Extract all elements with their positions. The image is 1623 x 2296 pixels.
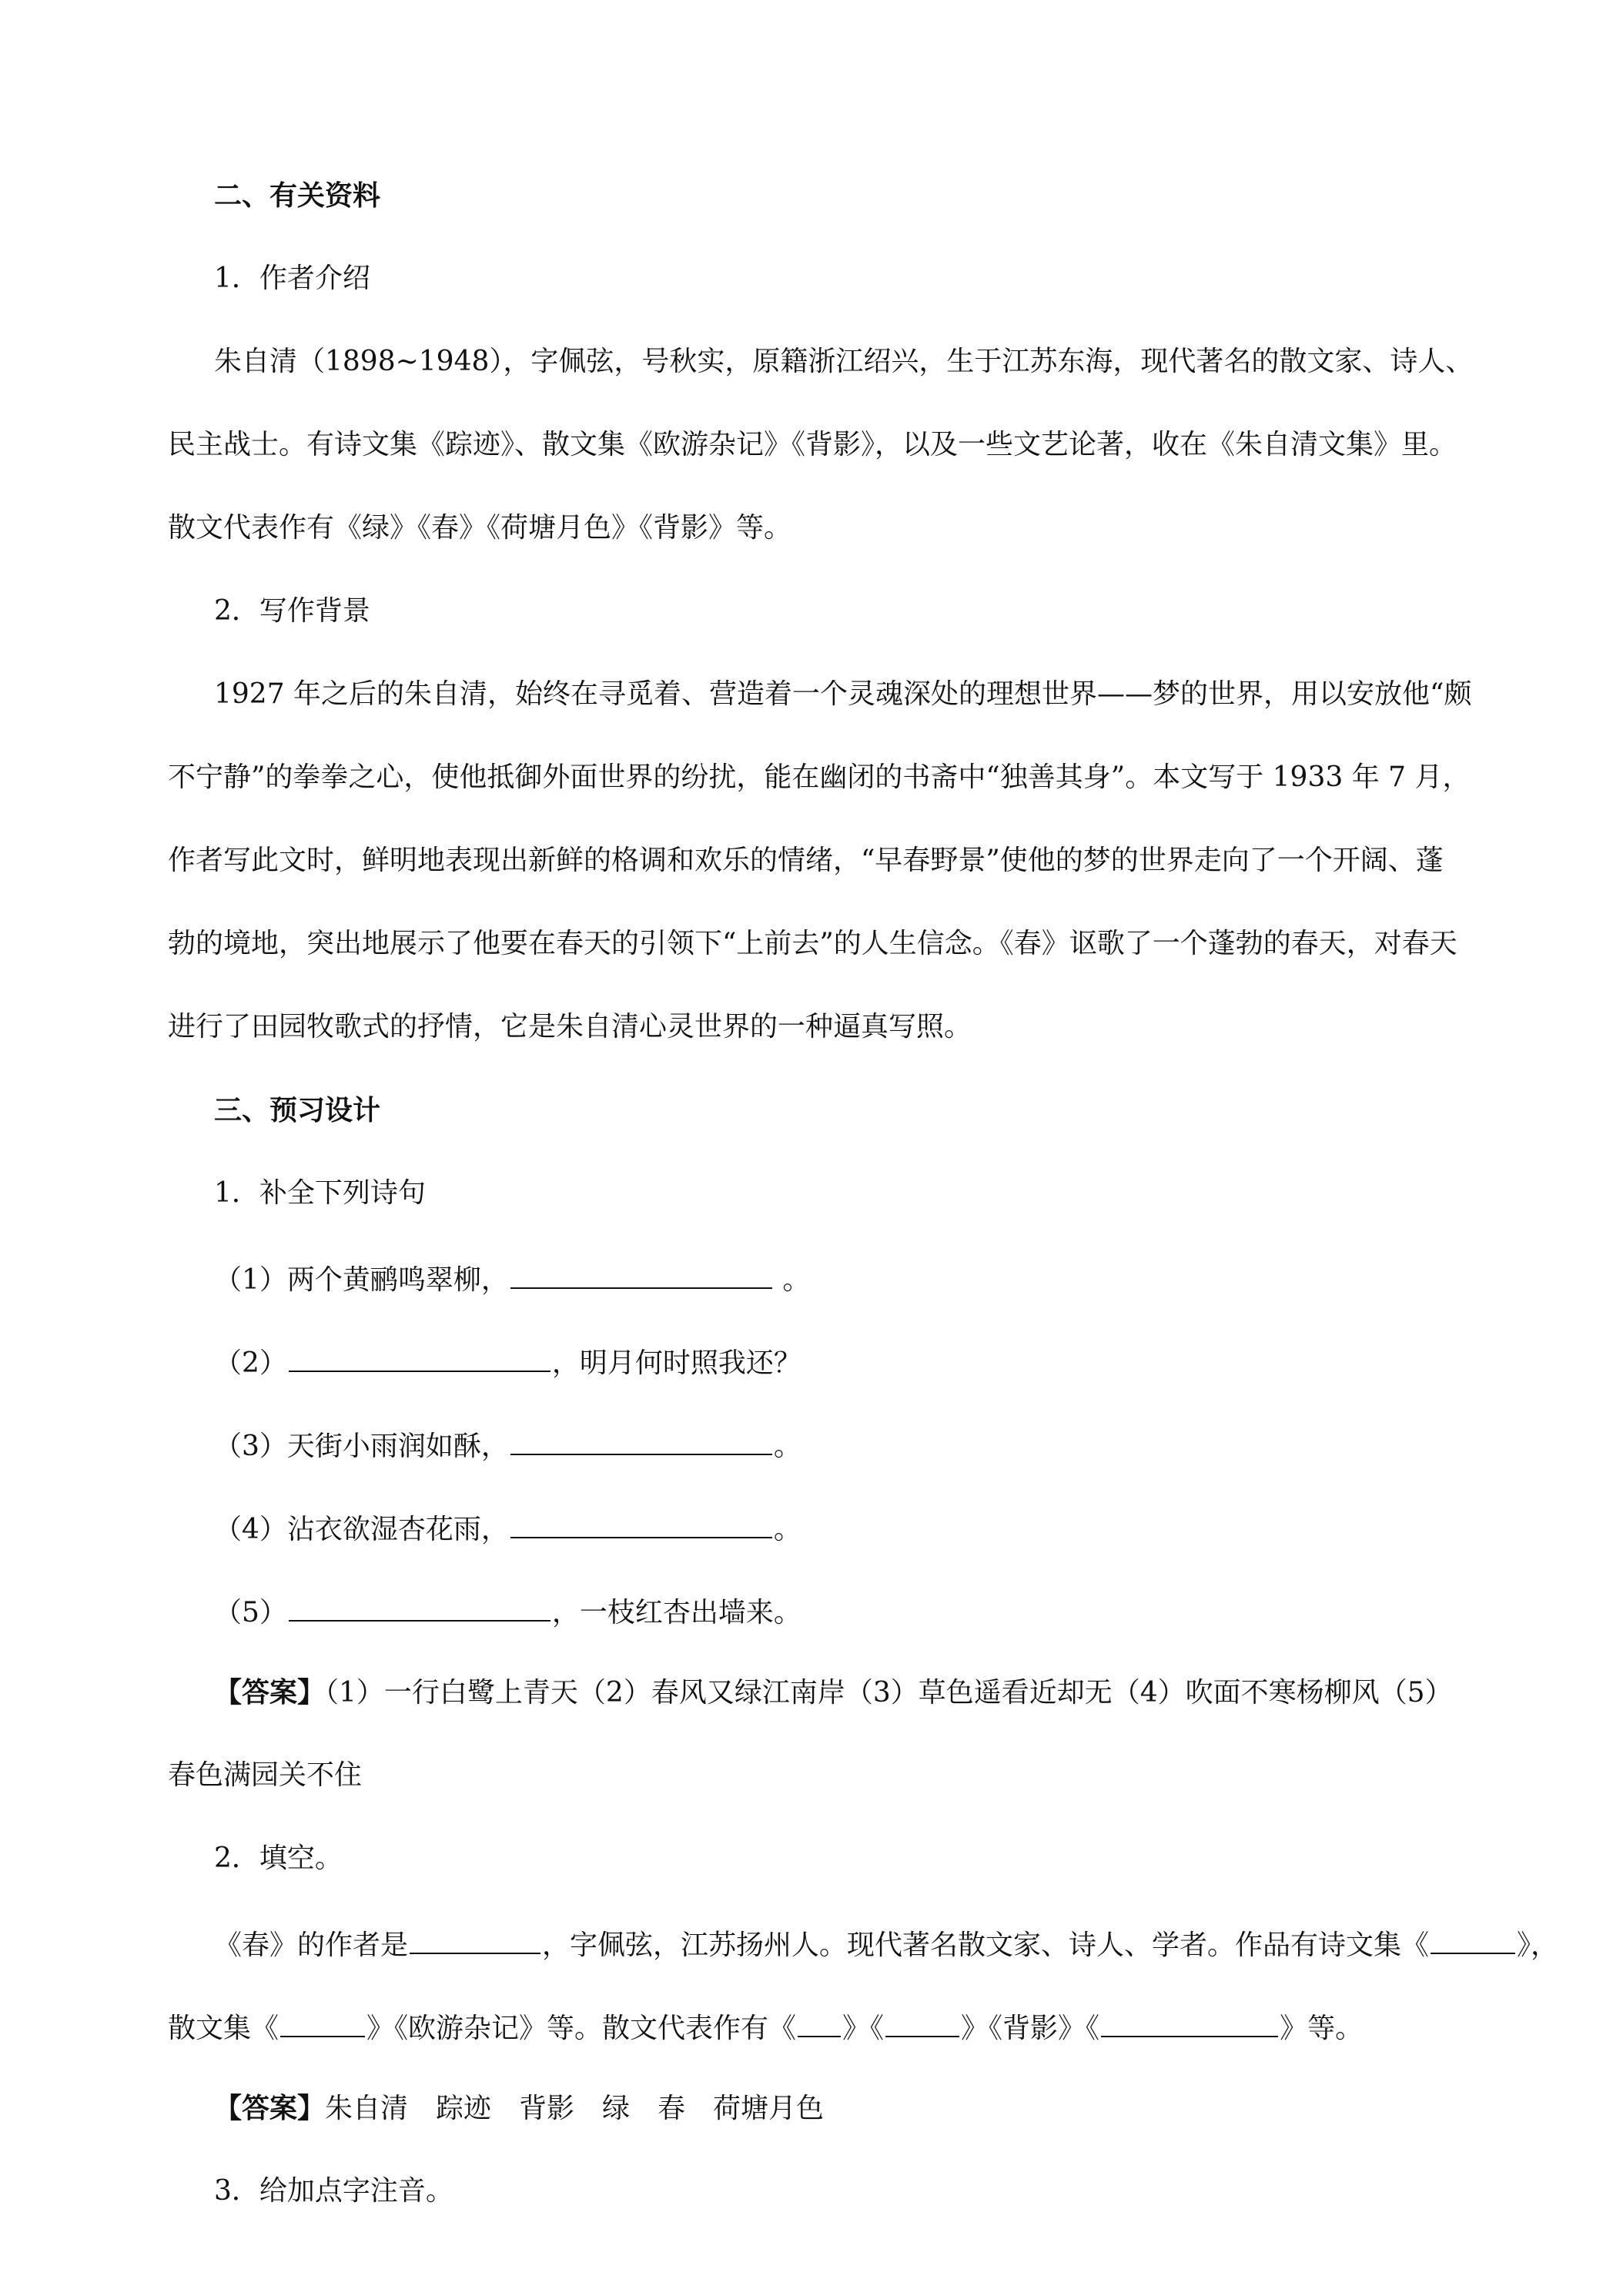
q1-answer-text-1: （1）一行白鹭上青天（2）春风又绿江南岸（3）草色遥看近却无（4）吹面不寒杨柳风（5）: [325, 1677, 1453, 1709]
q1-item-2-post: ，明月何时照我还？: [551, 1347, 801, 1379]
background-line-1: 1927 年之后的朱自清，始终在寻觅着、营造着一个灵魂深处的理想世界——梦的世界，用以安放他“颇: [214, 678, 1472, 710]
q1-item-5: [214, 1592, 1623, 1630]
q2-line-2-text-b: 》《欧游杂记》等。散文代表作有《: [366, 2013, 797, 2044]
q2-answer-label: 【答案】: [214, 2092, 326, 2124]
background-heading: 2．写作背景: [214, 595, 370, 627]
q2-blank-work-2[interactable]: [885, 2008, 959, 2037]
q1-answer-line-2: 春色满园关不住: [168, 1759, 363, 1791]
author-intro-line-1: 朱自清（1898~1948），字佩弦，号秋实，原籍浙江绍兴，生于江苏东海，现代著名的散文家、诗人、: [214, 346, 1474, 377]
q2-line-1-text-b: ，字佩弦，江苏扬州人。现代著名散文家、诗人、学者。作品有诗文集《: [542, 1930, 1430, 1961]
q2-line-1-text-a: 《春》的作者是: [214, 1930, 409, 1961]
q1-answer-label: 【答案】: [214, 1676, 326, 1709]
q2-line-1-text-c: 》，: [1517, 1930, 1559, 1961]
q2-line-2-text-a: 散文集《: [168, 2013, 279, 2044]
q1-item-1-blank[interactable]: [510, 1260, 772, 1289]
q1-item-1: [214, 1260, 1623, 1297]
q2-line-2-text-c: 》《: [842, 2013, 885, 2044]
author-intro-heading: 1．作者介绍: [214, 263, 370, 294]
q2-line-2-text-e: 》等。: [1280, 2013, 1364, 2044]
q2-line-2: [168, 2008, 1623, 2046]
background-line-3: 作者写此文时，鲜明地表现出新鲜的格调和欢乐的情绪，“早春野景”使他的梦的世界走向了一个开阔、蓬: [168, 845, 1444, 876]
q2-blank-poetry-collection[interactable]: [1431, 1925, 1515, 1954]
q3-heading: 3．给加点字注音。: [214, 2175, 453, 2207]
q2-blank-author[interactable]: [410, 1925, 540, 1954]
q1-item-1-pre: （1）两个黄鹂鸣翠柳，: [214, 1264, 509, 1296]
q1-item-2: [214, 1343, 1623, 1381]
q2-blank-work-1[interactable]: [798, 2008, 841, 2037]
q1-item-3: [214, 1426, 1623, 1464]
q1-item-4-pre: （4）沾衣欲湿杏花雨，: [214, 1514, 509, 1545]
q2-blank-work-3[interactable]: [1101, 2008, 1278, 2037]
q2-line-1: [214, 1925, 1623, 1963]
background-line-2: 不宁静”的拳拳之心，使他抵御外面世界的纷扰，能在幽闭的书斋中“独善其身”。本文写于 1933 年 7 月，: [168, 761, 1471, 793]
section-2-heading: 二、有关资料: [214, 179, 381, 212]
q1-item-4-post: 。: [773, 1514, 801, 1545]
q1-item-1-post: 。: [773, 1264, 811, 1296]
q1-item-3-blank[interactable]: [510, 1426, 772, 1455]
q1-answer-line-1: [214, 1675, 1623, 1710]
section-3-heading: 三、预习设计: [214, 1094, 381, 1126]
q1-item-2-pre: （2）: [214, 1347, 287, 1379]
q2-answer-text: 朱自清 踪迹 背影 绿 春 荷塘月色: [325, 2093, 825, 2124]
q1-item-2-blank[interactable]: [289, 1343, 550, 1372]
q1-item-3-pre: （3）天街小雨润如酥，: [214, 1431, 509, 1462]
q2-answer-line: [214, 2091, 1623, 2126]
q1-item-5-blank[interactable]: [289, 1592, 550, 1622]
q1-item-4-blank[interactable]: [510, 1509, 772, 1538]
q1-item-5-pre: （5）: [214, 1597, 287, 1628]
q1-heading: 1．补全下列诗句: [214, 1177, 426, 1209]
q2-line-2-text-d: 》《背影》《: [961, 2013, 1100, 2044]
q2-heading: 2．填空。: [214, 1842, 343, 1874]
author-intro-line-2: 民主战士。有诗文集《踪迹》、散文集《欧游杂记》《背影》，以及一些文艺论著，收在《朱自清文集》里。: [168, 429, 1457, 460]
q1-item-4: [214, 1509, 1623, 1547]
author-intro-line-3: 散文代表作有《绿》《春》《荷塘月色》《背影》等。: [168, 512, 792, 544]
q1-item-5-post: ，一枝红杏出墙来。: [551, 1597, 801, 1628]
background-line-5: 进行了田园牧歌式的抒情，它是朱自清心灵世界的一种逼真写照。: [168, 1011, 972, 1043]
background-line-4: 勃的境地，突出地展示了他要在春天的引领下“上前去”的人生信念。《春》讴歌了一个蓬勃的春天，对春天: [168, 928, 1457, 959]
q2-blank-prose-collection[interactable]: [280, 2008, 365, 2037]
q1-item-3-post: 。: [773, 1431, 801, 1462]
